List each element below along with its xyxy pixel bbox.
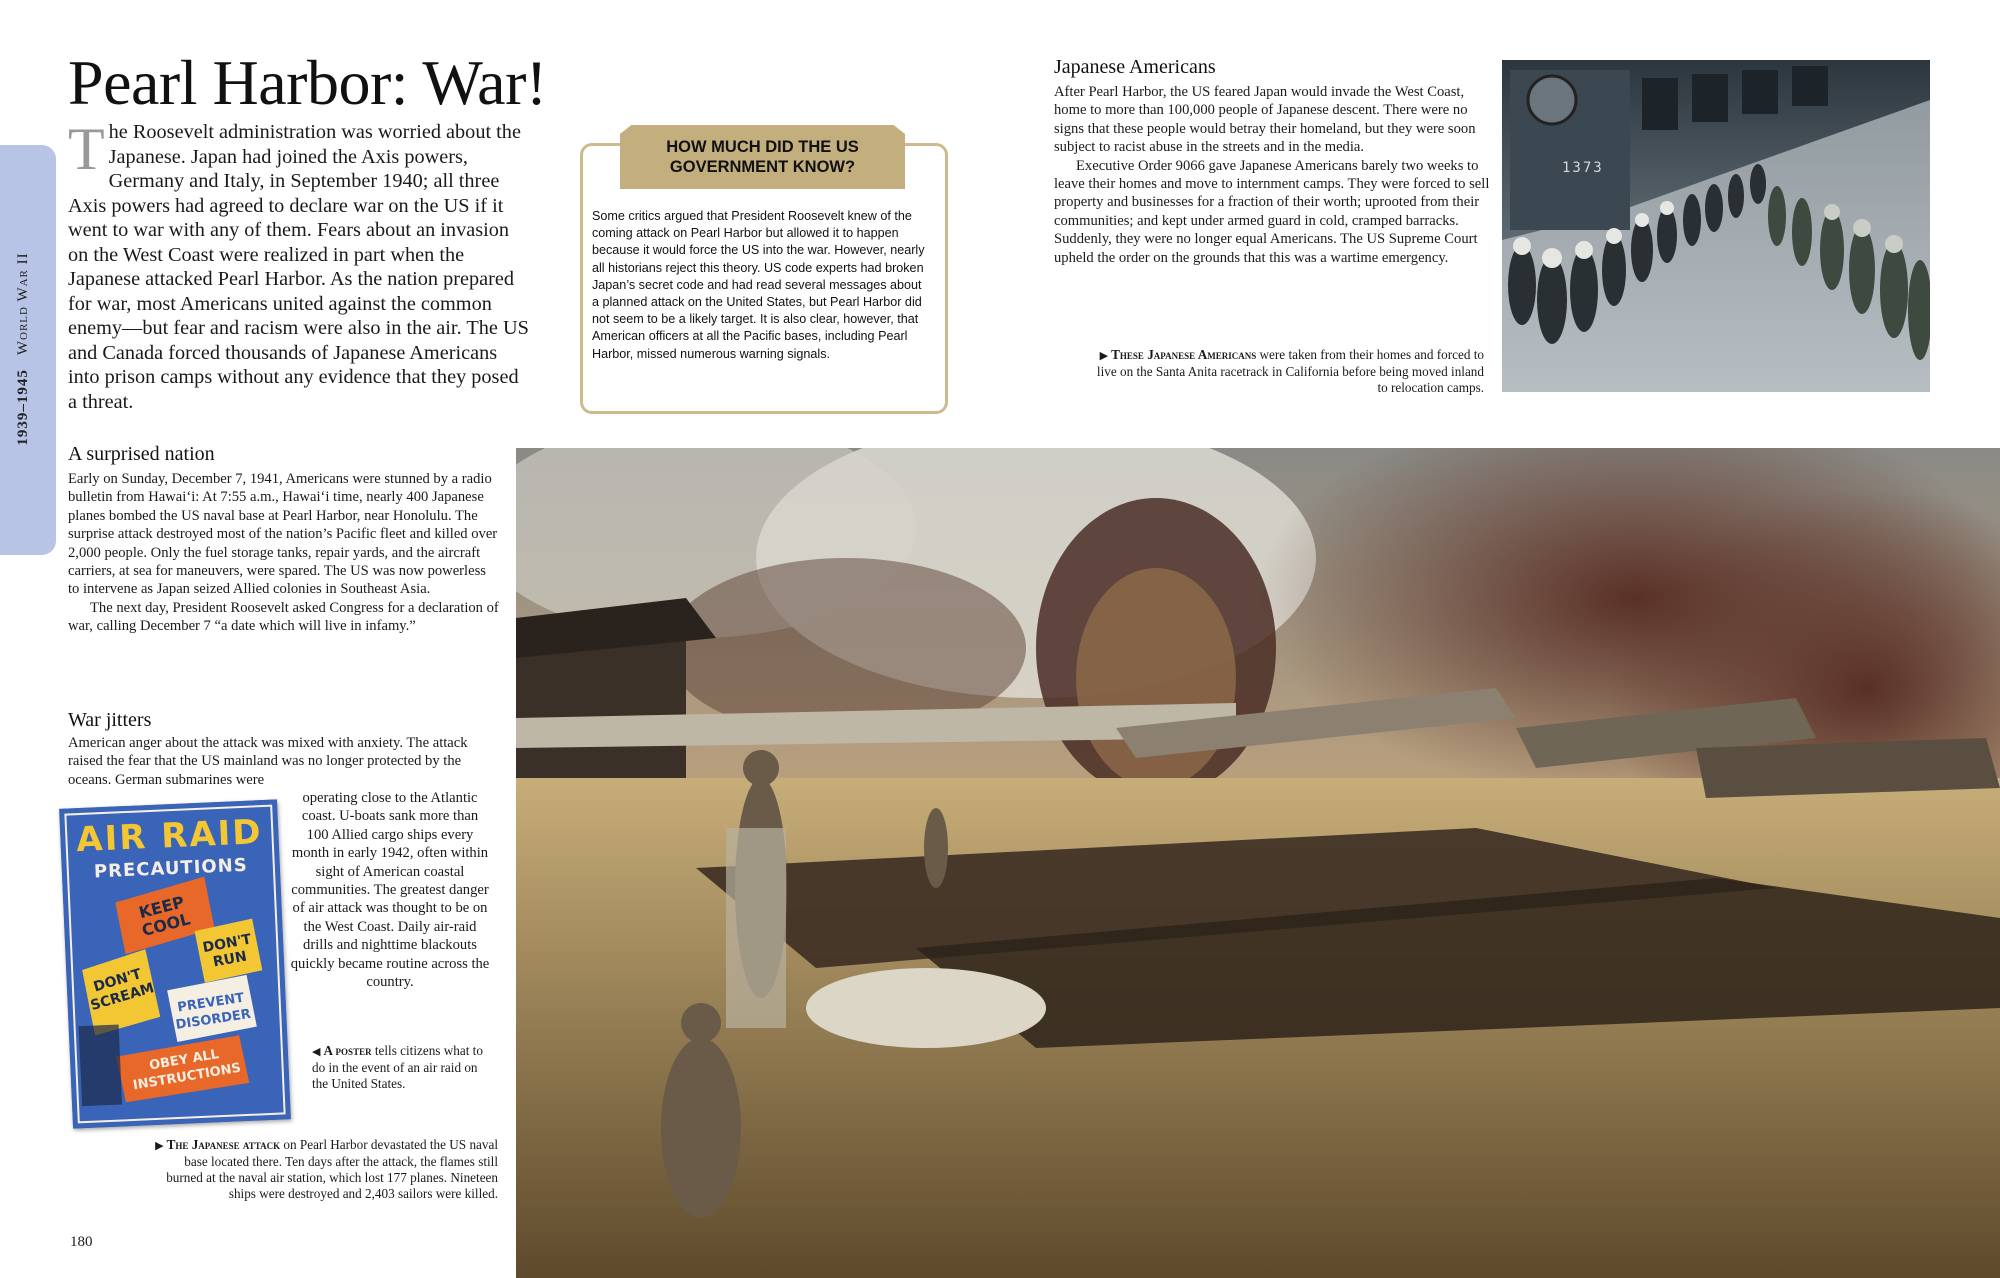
heading-surprised-nation: A surprised nation xyxy=(68,443,215,465)
poster-obey: OBEY ALL INSTRUCTIONS xyxy=(131,1047,242,1094)
poster-caption-lead: A poster xyxy=(323,1043,372,1058)
japanese-americans-photo xyxy=(1502,60,1930,392)
page-number: 180 xyxy=(70,1234,93,1250)
surprised-paragraph-1: Early on Sunday, December 7, 1941, Americans were stunned by a radio bulletin from Hawai‘i: At 7:55 a.m., Hawai‘i time, nearly 400 Japanese planes bombed the US naval base at Pearl Harbor, near Honolulu. The surprise attack destroyed most of the nation’s Pacific fleet and killed over 2,000 people. Only the fuel storage tanks, repair yards, and the aircraft carriers, at sea for maneuvers, were spared. The US was now powerless to intervene as Japan seized Allied colonies in Southeast Asia. xyxy=(68,471,498,598)
surprised-paragraph-2: The next day, President Roosevelt asked Congress for a declaration of war, calling December 7 “a date which will live in infamy.” xyxy=(68,599,499,635)
caption-right-arrow: ▶ xyxy=(155,1140,164,1152)
japanese-caption-text: were taken from their homes and forced to live on the Santa Anita racetrack in California before being moved inland to relocation camps. xyxy=(1096,347,1484,395)
war-jitters-paragraph-1: American anger about the attack was mixed with anxiety. The attack raised the fear that the US mainland was no longer protected by the oceans. German submarines were xyxy=(68,735,468,788)
air-raid-poster xyxy=(59,799,291,1128)
page-title: Pearl Harbor: War! xyxy=(68,47,547,118)
poster-title: AIR RAID xyxy=(75,812,264,861)
train-number: 1373 xyxy=(1562,160,1604,176)
poster-dont-run: DON'T RUN xyxy=(201,931,253,971)
section-tab-label xyxy=(15,149,45,549)
section-years: 1939–1945 xyxy=(15,369,31,446)
pearl-harbor-photo xyxy=(516,448,2000,1278)
train-station-scene xyxy=(1502,60,1930,392)
poster-caption xyxy=(312,1043,492,1092)
japanese-americans-text xyxy=(1054,83,1490,267)
heading-japanese-americans: Japanese Americans xyxy=(1054,56,1216,78)
drop-cap: T xyxy=(68,116,105,182)
intro-text: he Roosevelt administration was worried about the Japanese. Japan had joined the Axis powers, Germany and Italy, in September 1940; all three Axis powers had agreed to declare war on the US if it went to war with any of them. Fears about an invasion on the West Coast were realized in part when the Japanese attacked Pearl Harbor. As the nation prepared for war, most Americans united against the common enemy—but fear and racism were also in the air. The US and Canada forced thousands of Japanese Americans into prison camps without any evidence that they posed a threat. xyxy=(68,121,529,413)
intro-paragraph xyxy=(68,116,530,414)
japanese-americans-caption xyxy=(1090,347,1484,396)
pearl-harbor-scene xyxy=(516,448,2000,1278)
caption-left-arrow: ◀ xyxy=(312,1046,321,1058)
attack-caption-text: on Pearl Harbor devastated the US naval base located there. Ten days after the attack, the flames still burned at the naval air station, which lost 177 planes. Nineteen ships were destroyed and 2,403 sailors were killed. xyxy=(166,1137,498,1201)
japanese-americans-paragraph-1: After Pearl Harbor, the US feared Japan would invade the West Coast, home to more than 100,000 people of Japanese descent. There were no signs that these people would betray their homeland, but they were soon subject to racist abuse in the streets and in the media. xyxy=(1054,84,1476,156)
section-topic: World War II xyxy=(15,252,31,356)
poster-prevent-disorder: PREVENT DISORDER xyxy=(174,990,252,1033)
japanese-caption-lead: These Japanese Americans xyxy=(1111,347,1257,362)
attack-caption xyxy=(150,1137,498,1202)
poster-caption-text: tells citizens what to do in the event of an air raid on the United States. xyxy=(312,1043,483,1091)
callout-body: Some critics argued that President Roosevelt knew of the coming attack on Pearl Harbor but allowed it to happen because it would force the US into the war. However, nearly all historians reject this theory. US code experts had broken Japan’s secret code and had read several messages about a planned attack on the United States, but Pearl Harbor did not seem to be a likely target. It is also clear, however, that American officers at all the Pacific bases, including Pearl Harbor, missed numerous warning signals. xyxy=(592,209,925,361)
caption-right-arrow: ▶ xyxy=(1099,350,1109,362)
attack-caption-lead: The Japanese attack xyxy=(166,1137,281,1152)
poster-keep-cool: KEEP COOL xyxy=(136,892,193,941)
war-jitters-paragraph-2: operating close to the Atlantic coast. U-boats sank more than 100 Allied cargo ships every month in early 1942, often within sight of American coastal communities. The greatest danger of air attack was thought to be on the West Coast. Daily air-raid drills and nighttime blackouts quickly became routine across the country. xyxy=(290,790,490,991)
callout-title: HOW MUCH DID THE US GOVERNMENT KNOW? xyxy=(666,138,859,176)
poster-subtitle: PRECAUTIONS xyxy=(93,854,249,883)
poster-dont-scream: DON'T SCREAM xyxy=(88,966,156,1015)
heading-war-jitters: War jitters xyxy=(68,709,152,731)
surprised-nation-text xyxy=(68,470,500,636)
japanese-americans-paragraph-2: Executive Order 9066 gave Japanese Americans barely two weeks to leave their homes and move to internment camps. They were forced to sell property and businesses for a fraction of their worth; uprooted from their communities; and kept under armed guard in cold, cramped barracks. Suddenly, they were no longer equal Americans. The US Supreme Court upheld the order on the grounds that this was a wartime emergency. xyxy=(1054,157,1490,266)
